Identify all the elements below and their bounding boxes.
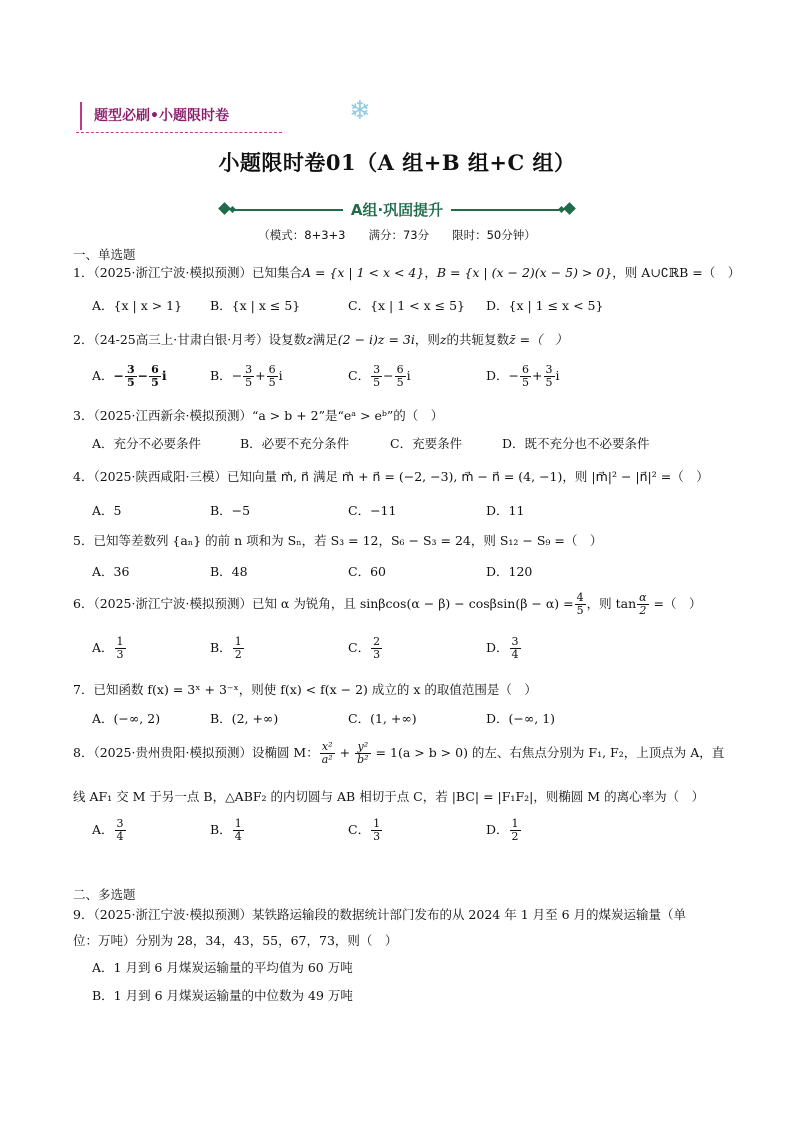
q2-stem: 2．（24-25高三上·甘肃白银·月考）设复数 (73, 332, 307, 347)
q3-option-d[interactable]: D．既不充分也不必要条件 (502, 436, 650, 451)
q3-option-c[interactable]: C．充要条件 (390, 436, 463, 451)
q9-line-2: 位：万吨）分别为 28，34，43，55，67，73，则（ ） (73, 933, 398, 948)
section-label: A组·巩固提升 (343, 201, 451, 219)
question-5: 5．已知等差数列 {aₙ} 的前 n 项和为 Sₙ，若 S₃ = 12，S₆ − S₃ = 24，则 S₁₂ − S₉ =（ ） (73, 533, 603, 548)
q6-option-a[interactable]: A． $\frac{1}{3}$ (92, 635, 124, 662)
q9-option-a[interactable]: A．1 月到 6 月煤炭运输量的平均值为 60 万吨 (92, 960, 353, 975)
q5-option-a[interactable]: A．36 (92, 564, 130, 579)
q3-option-a[interactable]: A．充分不必要条件 (92, 436, 202, 451)
q2-option-a[interactable]: A．− $\frac{3}{5}$ − $\frac{6}{5}$ i (92, 363, 167, 390)
q2-var: z (306, 332, 313, 347)
q6-option-b[interactable]: B． $\frac{1}{2}$ (210, 635, 242, 662)
header-accent-bar (80, 102, 82, 130)
q1-set-b: B = {x | (x − 2)(x − 5) > 0} (436, 265, 613, 280)
q6-ask: ，则 tan (586, 596, 637, 612)
q1-set-a: A = {x | 1 < x < 4} (301, 265, 425, 280)
q6-stem: 6．（2025·浙江宁波·模拟预测）已知 α 为锐角，且 sinβcos(α − β) − cosβsin(β − α) = (73, 596, 574, 612)
q4-option-c[interactable]: C．−11 (348, 503, 397, 518)
section-banner (216, 199, 578, 221)
q2-ask: ，则 (414, 332, 440, 347)
q7-option-b[interactable]: B．(2, +∞) (210, 711, 279, 726)
question-8: 8．（2025·贵州贵阳·模拟预测）设椭圆 M： $\frac{\text{x²}}{\text{a²}}$ + $\frac{\text{y²}}{\text{b²}}$ = 1(a > b > 0) 的左、右焦点分别为 F₁, F₂，上顶点为 A，直 (73, 740, 725, 767)
q8-option-d[interactable]: D． $\frac{1}{2}$ (486, 817, 519, 844)
question-3: 3．（2025·江西新余·模拟预测）“a > b + 2”是“eᵃ > eᵇ”的（ ） (73, 408, 444, 423)
header-tag-label: 题型必刷•小题限时卷 (94, 108, 229, 124)
q1-option-a[interactable]: A．{x | x > 1} (92, 298, 183, 313)
q8-line-2: 线 AF₁ 交 M 于另一点 B，△ABF₂ 的内切圆与 AB 相切于点 C，若 |BC| = |F₁F₂|，则椭圆 M 的离心率为（ ） (73, 789, 705, 804)
q5-option-c[interactable]: C．60 (348, 564, 386, 579)
q2-option-b[interactable]: B．− $\frac{3}{5}$ + $\frac{6}{5}$ i (210, 363, 283, 390)
q6-option-c[interactable]: C． $\frac{2}{3}$ (348, 635, 381, 662)
header-dashed-line (76, 132, 282, 133)
q9-option-b[interactable]: B．1 月到 6 月煤炭运输量的中位数为 49 万吨 (92, 988, 353, 1003)
q2-ask2: 的共轭复数 (446, 332, 510, 347)
question-1 (73, 263, 741, 281)
q1-option-c[interactable]: C．{x | 1 < x ≤ 5} (348, 298, 465, 313)
q5-option-b[interactable]: B．48 (210, 564, 248, 579)
page-title: 小题限时卷01（A 组+B 组+C 组） (218, 150, 576, 175)
q8-stem-cont: = 1(a > b > 0) 的左、右焦点分别为 F₁, F₂，上顶点为 A，直 (371, 745, 725, 761)
question-6 (73, 592, 733, 617)
exam-meta: （模式：8+3+3 满分：73分 限时：50分钟） (258, 228, 536, 242)
q2-equation: (2 − i)z = 3i (337, 332, 415, 347)
part-heading-single: 一、单选题 (73, 247, 136, 262)
q2-option-c[interactable]: C． $\frac{3}{5}$ − $\frac{6}{5}$ i (348, 363, 411, 390)
q2-var-2: z (439, 332, 447, 347)
q1-ask: ，则 A∪∁ℝB =（ ） (612, 265, 741, 280)
part-heading-multi: 二、多选题 (73, 887, 136, 902)
q7-option-d[interactable]: D．(−∞, 1) (486, 711, 556, 726)
q1-option-b[interactable]: B．{x | x ≤ 5} (210, 298, 301, 313)
q3-option-b[interactable]: B．必要不充分条件 (240, 436, 350, 451)
q7-option-c[interactable]: C．(1, +∞) (348, 711, 417, 726)
q4-option-d[interactable]: D．11 (486, 503, 525, 518)
q7-option-a[interactable]: A．(−∞, 2) (92, 711, 161, 726)
q1-sep: ， (424, 265, 437, 280)
question-2 (73, 330, 733, 348)
question-4: 4．（2025·陕西咸阳·三模）已知向量 m⃗, n⃗ 满足 m⃗ + n⃗ = (−2, −3), m⃗ − n⃗ = (4, −1)，则 |m⃗|² − |n⃗|² =（ ） (73, 469, 709, 484)
q8-option-b[interactable]: B． $\frac{1}{4}$ (210, 817, 242, 844)
q5-option-d[interactable]: D．120 (486, 564, 533, 579)
q8-y-term: $\frac{\text{y²}}{\text{b²}}$ (357, 740, 369, 767)
q2-conjugate: z̄ =（ ） (509, 332, 568, 347)
snowflake-icon: ❄ (349, 96, 371, 126)
q8-option-c[interactable]: C． $\frac{1}{3}$ (348, 817, 381, 844)
q8-option-a[interactable]: A． $\frac{3}{4}$ (92, 817, 124, 844)
q6-fraction: $\frac{4}{5}$ (576, 591, 584, 618)
q2-option-d[interactable]: D．− $\frac{6}{5}$ + $\frac{3}{5}$ i (486, 363, 560, 390)
q4-option-a[interactable]: A．5 (92, 503, 122, 518)
q6-ask2: =（ ） (649, 596, 702, 612)
header-tag (76, 96, 371, 134)
q1-stem: 1．（2025·浙江宁波·模拟预测）已知集合 (73, 265, 302, 280)
question-7: 7．已知函数 f(x) = 3ˣ + 3⁻ˣ，则使 f(x) < f(x − 2) 成立的 x 的取值范围是（ ） (73, 682, 537, 697)
question-9: 9．（2025·浙江宁波·模拟预测）某铁路运输段的数据统计部门发布的从 2024 年 1 月至 6 月的煤炭运输量（单 (73, 907, 687, 922)
q6-tan-arg: $\frac{\alpha}{2}$ (639, 591, 647, 618)
q1-option-d[interactable]: D．{x | 1 ≤ x < 5} (486, 298, 604, 313)
q8-stem: 8．（2025·贵州贵阳·模拟预测）设椭圆 M： (73, 745, 319, 761)
q6-option-d[interactable]: D． $\frac{3}{4}$ (486, 635, 519, 662)
q8-x-term: $\frac{\text{x²}}{\text{a²}}$ (321, 740, 333, 767)
q2-cond: 满足 (312, 332, 338, 347)
q4-option-b[interactable]: B．−5 (210, 503, 251, 518)
